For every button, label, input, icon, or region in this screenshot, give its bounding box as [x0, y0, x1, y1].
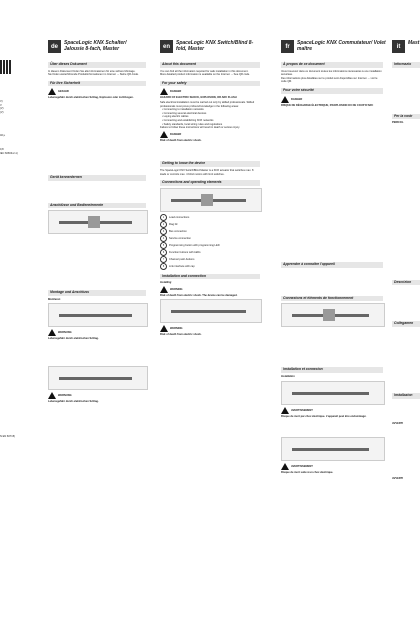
section-heading: About this document: [160, 62, 260, 68]
warning-icon: [281, 463, 289, 470]
warning-label: AVVERTI: [392, 421, 404, 425]
mounting-figure: [48, 303, 148, 327]
warning-block: [48, 392, 146, 399]
warning-label: WARNING: [170, 288, 183, 292]
section-heading: Apprendre à connaître l'appareil: [281, 262, 383, 268]
list-item: 3 Bus connection: [160, 228, 260, 235]
section-heading: Installation et connexion: [281, 367, 383, 373]
lang-badge-en: en: [160, 40, 173, 53]
list-item: 5 Programming button with programming LED: [160, 242, 260, 249]
stub-line: 0,8: [0, 147, 4, 151]
section-heading: Connections and operating elements: [160, 180, 260, 186]
column-it: [392, 58, 420, 482]
warning-icon: [48, 329, 56, 336]
stub-line: (V): [0, 107, 4, 111]
list-item: 4 Service connection: [160, 235, 260, 242]
list-item: 2 Flag lid: [160, 221, 260, 228]
section-heading: Montage und Anschluss: [48, 290, 146, 296]
section-heading: À propos de ce document: [281, 62, 383, 68]
warning-label: PERICOL: [392, 121, 404, 125]
warning-block: [160, 88, 260, 95]
warning-block: [160, 131, 260, 138]
stub-line: N EN 60715): [0, 435, 15, 439]
title-de: SpaceLogic KNX Schalter/ Jalousie 8-fach, Master: [64, 40, 127, 52]
warning-block: [281, 463, 383, 470]
title-it: Mast: [408, 40, 420, 46]
mounting-figure: [281, 437, 385, 461]
device-figure: [160, 188, 262, 212]
warning-label: DANGER: [170, 90, 182, 94]
warning-text: Risque de mort par choc électrique. L'appareil peut être endommagé.: [281, 414, 367, 418]
warning-icon: [160, 88, 168, 95]
mounting-figure: [281, 381, 385, 405]
section-heading: Pour votre sécurité: [281, 88, 383, 94]
warning-block: [48, 88, 146, 95]
list-item: 1 Load connections: [160, 214, 260, 221]
warning-text: Risk of death from electric shock. The device can be damaged.: [160, 293, 238, 297]
warning-text: Risk of death from electric shock.: [160, 333, 202, 337]
warning-text: RISQUE DE DÉCHARGE ÉLECTRIQUE, D'EXPLOSION OU DE COUP D'ARC: [281, 103, 374, 107]
paragraph: Safe electrical installation must be carried out only by skilled professionals. Skilled professionals must prove profound knowledge in the following areas:: [160, 100, 255, 108]
paragraph: Vous trouverez dans ce document toutes les informations nécessaires à une installation sécurisée.: [281, 69, 382, 77]
warning-icon: [281, 96, 289, 103]
list-item: 7 Channel push-buttons: [160, 256, 260, 263]
left-stub-column: [0, 100, 18, 439]
column-fr: [281, 58, 383, 476]
section-heading: Gerät kennenlernen: [48, 175, 146, 181]
column-de: [48, 58, 146, 405]
section-heading: Getting to know the device: [160, 161, 260, 167]
warning-text: HAZARD OF ELECTRIC SHOCK, EXPLOSION, OR ARC FLASH: [160, 96, 237, 100]
subheading: Montieren: [48, 297, 61, 301]
warning-label: DANGER: [170, 132, 182, 136]
warning-label: AVERTISSEMENT: [291, 408, 313, 412]
list-item: • Connecting to installation networks: [162, 108, 204, 112]
paragraph: In diesem Dokument finden Sie alle Informationen für eine sichere Montage.: [48, 69, 136, 73]
list-item: • Connecting and establishing KNX networks: [162, 118, 214, 122]
section-heading: Über dieses Dokument: [48, 62, 146, 68]
section-heading: Informazio: [392, 62, 420, 68]
warning-icon: [48, 392, 56, 399]
column-en: [160, 58, 260, 338]
warning-icon: [160, 131, 168, 138]
stub-line: (V): [0, 110, 4, 114]
warning-label: WARNUNG: [58, 394, 72, 398]
device-figure: [281, 303, 385, 327]
stub-line: V): [0, 100, 3, 103]
warning-icon: [160, 286, 168, 293]
list-item: • Connecting several electrical devices: [162, 111, 207, 115]
list-item: 8 Link interface with cap: [160, 263, 260, 270]
section-heading: Installation and connection: [160, 274, 260, 280]
section-heading: Installazion: [392, 393, 420, 399]
paragraph: More detailed product information is available on the Internet → See QR code.: [160, 73, 250, 77]
warning-block: [160, 286, 260, 293]
section-heading: Connexions et éléments de fonctionnement: [281, 296, 383, 302]
warning-icon: [281, 407, 289, 414]
paragraph: Failure to follow these instructions will result in death or serious injury.: [160, 126, 240, 130]
warning-icon: [48, 88, 56, 95]
title-fr: SpaceLogic KNX Commutateur/ Volet maître: [297, 40, 386, 52]
stub-line: V: [0, 103, 2, 107]
warning-label: DANGER: [291, 97, 303, 101]
list-item: 6 Function buttons with LEDs: [160, 249, 260, 256]
warning-block: [281, 407, 383, 414]
section-heading: Anschlüsse und Bedienelemente: [48, 203, 146, 209]
paragraph: Des informations plus détaillées sur le produit sont disponibles sur Internet → voir le code QR.: [281, 76, 378, 84]
warning-label: AVERTISSEMENT: [291, 465, 313, 469]
warning-block: [48, 329, 146, 336]
warning-text: Lebensgefahr durch elektrischen Schlag, Explosion oder Lichtbogen.: [48, 96, 134, 100]
warning-label: WARNING: [170, 327, 183, 331]
paragraph: The SpaceLogic KNX Switch/Blind Master is a KNX actuator that switches max. 8 loads or controls max. 4 blind motors with limit switches.: [160, 168, 254, 176]
warning-block: [281, 96, 383, 103]
mounting-figure: [48, 366, 148, 390]
subheading: Installing: [160, 281, 172, 285]
section-heading: Per la vostr: [392, 114, 420, 120]
warning-label: GEFAHR: [58, 90, 69, 94]
section-heading: Für Ihre Sicherheit: [48, 81, 146, 87]
warning-label: AVVERTI: [392, 477, 404, 481]
mounting-figure: [160, 299, 262, 323]
lang-badge-fr: fr: [281, 40, 294, 53]
section-heading: For your safety: [160, 81, 260, 87]
paragraph: Sie finden weiterführende Produktinformationen im Internet → Siehe QR-Code.: [48, 73, 139, 77]
title-en: SpaceLogic KNX Switch/Blind 8-fold, Master: [176, 40, 254, 52]
warning-label: WARNUNG: [58, 331, 72, 335]
stub-line: 40 µ: [0, 134, 6, 138]
lang-badge-de: de: [48, 40, 61, 53]
device-figure: [48, 210, 148, 234]
stub-line: IEC 60669-2-1): [0, 151, 18, 155]
warning-text: Lebensgefahr durch elektrischen Schlag.: [48, 399, 99, 403]
section-heading: Descrizion: [392, 280, 420, 286]
warning-icon: [160, 325, 168, 332]
section-heading: Collegamen: [392, 321, 420, 327]
qr-code: [0, 60, 12, 74]
paragraph: You can find all the information required for safe installation in this document.: [160, 69, 249, 73]
warning-text: Lebensgefahr durch elektrischen Schlag.: [48, 337, 99, 341]
warning-text: Risque de mort suite à un choc électrique.: [281, 471, 334, 475]
list-item: • Safety standards, local wiring rules and regulations: [162, 122, 223, 126]
warning-block: [160, 325, 260, 332]
subheading: Installation: [281, 374, 295, 378]
list-item: • Laying electric cables: [162, 115, 189, 119]
warning-text: Risk of death from electric shock.: [160, 138, 202, 142]
lang-badge-it: it: [392, 40, 405, 53]
